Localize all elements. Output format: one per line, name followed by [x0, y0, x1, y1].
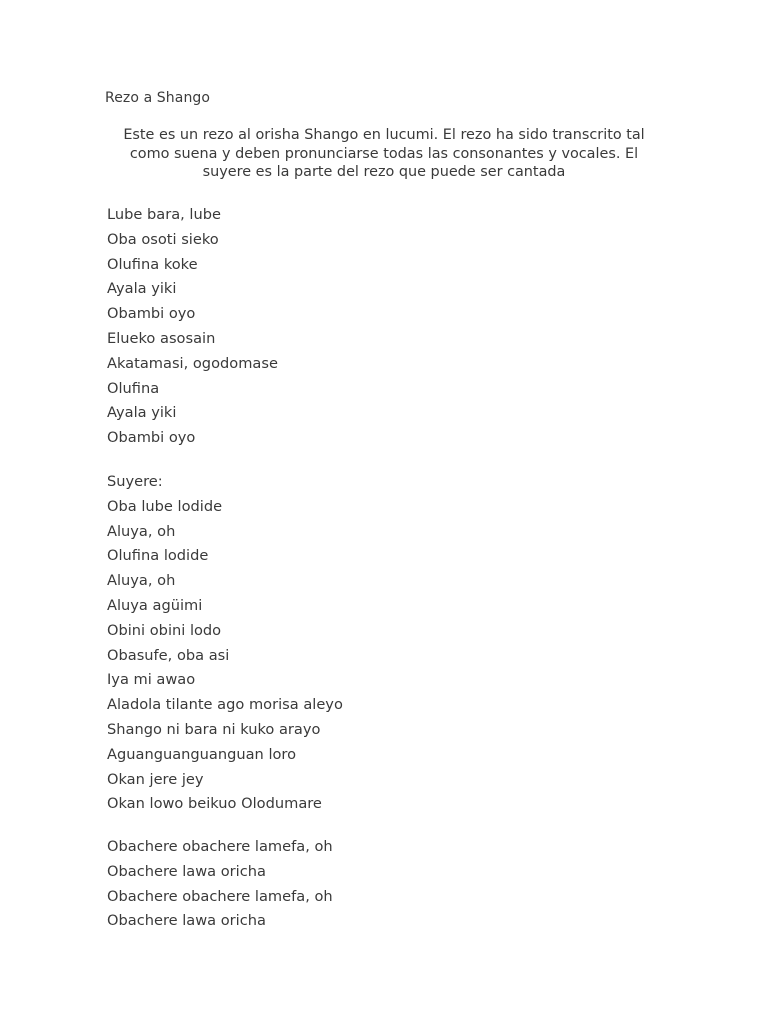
intro-line: suyere es la parte del rezo que puede ser cantada	[202, 164, 566, 180]
verse-line: Obachere lawa oricha	[107, 912, 266, 930]
verse-line: Olufina koke	[107, 255, 198, 273]
verse-line: Aluya agüimi	[107, 596, 203, 614]
verse-line: Oba osoti sieko	[107, 230, 219, 248]
stanza-rezo	[107, 203, 278, 451]
intro-line: como suena y deben pronunciarse todas las consonantes y vocales. El	[129, 145, 639, 162]
verse-line: Obambi oyo	[107, 429, 196, 447]
verse-line: Ayala yiki	[107, 280, 177, 298]
verse-line: Aguanguanguanguan loro	[107, 745, 297, 763]
verse-line: Oba lube lodide	[107, 497, 223, 515]
intro-line: Este es un rezo al orisha Shango en lucumi. El rezo ha sido transcrito tal	[123, 127, 645, 143]
verse-line: Shango ni bara ni kuko arayo	[107, 720, 321, 738]
verse-line: Obasufe, oba asi	[107, 646, 230, 664]
verse-line: Aluya, oh	[107, 572, 176, 590]
document-title: Rezo a Shango	[105, 90, 211, 106]
verse-line: Lube bara, lube	[107, 206, 221, 223]
stanza-suyere	[107, 470, 343, 817]
verse-line: Obachere obachere lamefa, oh	[107, 838, 333, 855]
verse-line: Obini obini lodo	[107, 621, 222, 639]
intro-paragraph	[104, 126, 664, 182]
stanza-obachere	[107, 835, 333, 934]
verse-line: Elueko asosain	[107, 329, 216, 347]
verse-line: Aluya, oh	[107, 522, 176, 540]
suyere-heading: Suyere:	[107, 473, 163, 490]
verse-line: Iya mi awao	[107, 671, 196, 689]
verse-line: Akatamasi, ogodomase	[107, 354, 278, 372]
verse-line: Olufina lodide	[107, 547, 209, 565]
verse-line: Ayala yiki	[107, 404, 177, 422]
verse-line: Olufina	[107, 379, 160, 397]
verse-line: Obambi oyo	[107, 305, 196, 323]
verse-line: Okan jere jey	[107, 770, 204, 788]
verse-line: Aladola tilante ago morisa aleyo	[107, 696, 343, 714]
verse-line: Okan lowo beikuo Olodumare	[107, 795, 322, 813]
verse-line: Obachere lawa oricha	[107, 862, 266, 880]
verse-line: Obachere obachere lamefa, oh	[107, 887, 333, 905]
